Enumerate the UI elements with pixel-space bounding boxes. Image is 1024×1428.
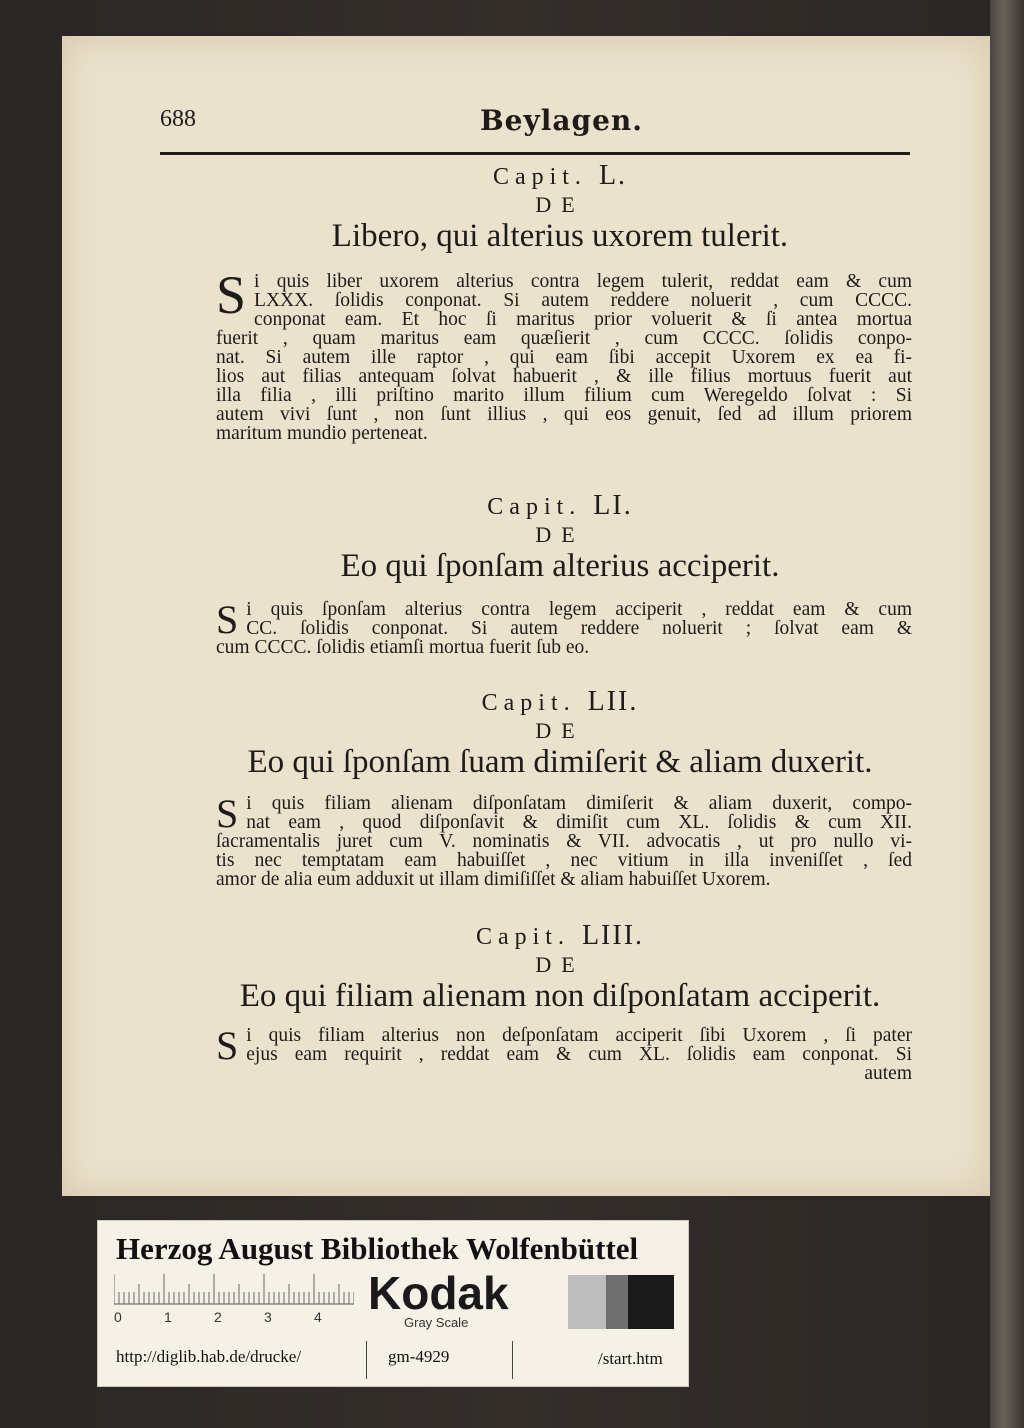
text-line: ejus eam requirit , reddat eam & cum XL. ſolidis eam conponat. Si (246, 1044, 912, 1065)
chapter-number: L. (598, 160, 628, 191)
chapter-number: LI. (593, 490, 633, 521)
ruler-number: 0 (114, 1309, 122, 1325)
chapter-de: DE (535, 952, 585, 977)
book-edge (990, 0, 1024, 1428)
text-line: i quis filiam alterius non deſponſatam acciperit ſibi Uxorem , ſi pater (246, 1025, 912, 1046)
ruler-number: 1 (164, 1309, 172, 1325)
text-line: amor de alia eum adduxit ut illam dimiſiſſet & aliam habuiſſet Uxorem. (216, 869, 771, 890)
chapter-de: DE (535, 718, 585, 743)
gray-swatch-dark (628, 1275, 674, 1329)
chapter-text (216, 265, 912, 444)
chapter-title: Eo qui ſponſam alterius acciperit. (340, 548, 780, 584)
text-line: fuerit , quam maritus eam quæſierit , cum CCCC. ſolidis conpo- (216, 328, 912, 349)
text-line: tis nec temptatam eam habuiſſet , nec vitium in illa inveniſſet , ſed (216, 850, 912, 871)
ruler-number: 2 (214, 1309, 222, 1325)
page-number: 688 (160, 106, 196, 132)
drop-cap: S (216, 597, 239, 642)
gray-scale-label: Gray Scale (404, 1315, 469, 1330)
gray-swatch-mid (606, 1275, 628, 1329)
chapter-label: Capit. (481, 690, 576, 716)
chapter-heading (200, 490, 920, 585)
drop-cap: S (216, 791, 239, 836)
text-line: autem vivi ſunt , non ſunt illius , qui eos genuit, ſed ad illum priorem (216, 404, 912, 425)
library-name: Herzog August Bibliothek Wolfenbüttel (116, 1231, 639, 1266)
chapter-title: Eo qui ſponſam ſuam dimiſerit & aliam duxerit. (247, 744, 873, 780)
chapter-heading (200, 160, 920, 255)
ruler-number: 4 (314, 1309, 322, 1325)
chapter-number: LII. (587, 686, 639, 717)
chapter-number: LIII. (581, 920, 645, 951)
text-line: lios aut filias antequam ſolvat habuerit , & ille filius mortuus fuerit aut (216, 366, 912, 387)
chapter-title: Libero, qui alterius uxorem tulerit. (331, 218, 789, 254)
page-header (160, 104, 910, 155)
shelf-signature: gm-4929 (388, 1347, 450, 1366)
chapter-text (216, 791, 912, 890)
text-line: i quis filiam alienam diſponſatam dimiſerit & aliam duxerit, compo- (246, 793, 912, 814)
chapter-label: Capit. (475, 924, 570, 950)
text-line: illa filia , illi priſtino marito illum filium cum Weregeldo ſolvat : Si (216, 385, 912, 406)
chapter-heading (200, 686, 920, 781)
chapter-text (216, 1023, 912, 1084)
text-line: i quis liber uxorem alterius contra legem tulerit, reddat eam & cum (254, 271, 912, 292)
text-line: i quis ſponſam alterius contra legem acciperit , reddat eam & cum (246, 599, 912, 620)
label-divider (366, 1341, 367, 1379)
text-line: ſacramentalis juret cum V. nominatis & VII. advocatis , ut pro nullo vi- (216, 831, 912, 852)
chapter-text (216, 597, 912, 658)
catchword: autem (864, 1063, 912, 1084)
digital-library-url: http://diglib.hab.de/drucke/ (116, 1347, 302, 1366)
label-divider (512, 1341, 513, 1379)
drop-cap: S (216, 1023, 239, 1068)
text-line: cum CCCC. ſolidis etiamſi mortua fuerit ſub eo. (216, 637, 590, 658)
running-head: Beylagen. (480, 104, 644, 137)
text-line: maritum mundio perteneat. (216, 423, 428, 444)
text-line: LXXX. ſolidis conponat. Si autem reddere noluerit , cum CCCC. (254, 290, 912, 311)
chapter-heading (200, 920, 920, 1015)
text-line: nat eam , quod diſponſavit & dimiſit cum XL. ſolidis & cum XII. (246, 812, 912, 833)
kodak-logo: Kodak (368, 1267, 509, 1319)
text-line: conponat eam. Et hoc ſi maritus prior voluerit & ſi antea mortua (254, 309, 912, 330)
drop-cap: S (216, 265, 247, 325)
chapter-de: DE (535, 192, 585, 217)
chapter-title: Eo qui filiam alienam non diſponſatam acciperit. (239, 978, 881, 1014)
text-line: CC. ſolidis conponat. Si autem reddere noluerit ; ſolvat eam & (246, 618, 912, 639)
chapter-de: DE (535, 522, 585, 547)
ruler-scale (114, 1273, 354, 1305)
chapter-label: Capit. (487, 494, 582, 520)
text-line: nat. Si autem ille raptor , qui eam ſibi accepit Uxorem ex ea fi- (216, 347, 912, 368)
ruler-number: 3 (264, 1309, 272, 1325)
start-page-url: /start.htm (598, 1349, 663, 1368)
gray-swatch-light (568, 1275, 606, 1329)
library-label-card (97, 1220, 689, 1387)
chapter-label: Capit. (492, 164, 587, 190)
